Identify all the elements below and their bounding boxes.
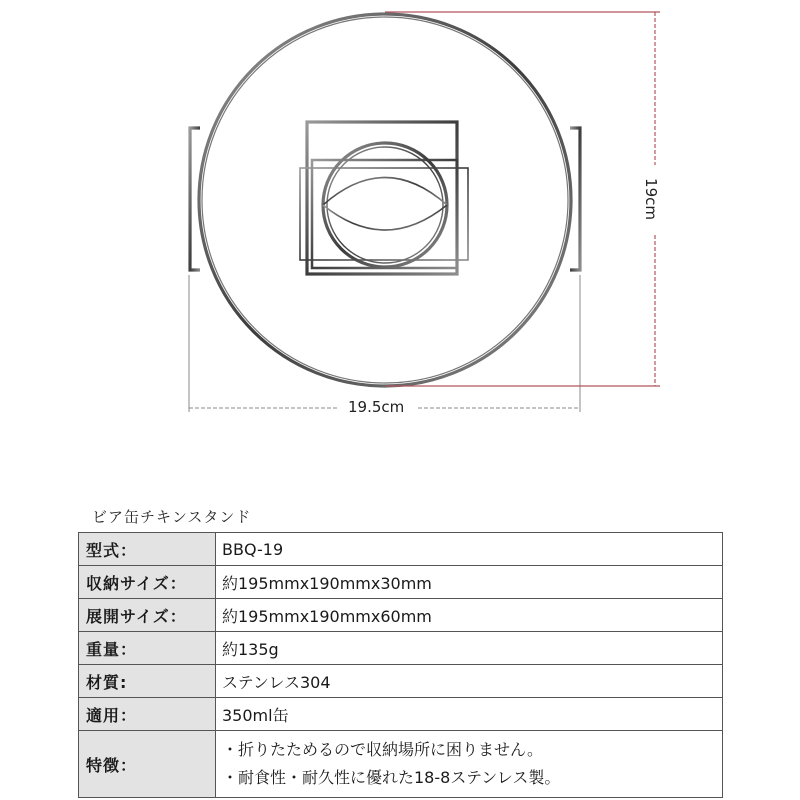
height-dimension — [385, 12, 660, 386]
spec-value-weight: 約135g — [216, 632, 723, 665]
product-name: ビア缶チキンスタンド — [92, 508, 252, 526]
feature-item: ・折りたためるので収納場所に困りません。 — [222, 740, 543, 759]
spec-value-features — [216, 731, 723, 798]
table-row — [79, 566, 723, 599]
width-dimension — [189, 275, 580, 412]
spec-key-weight: 重量： — [79, 632, 216, 665]
spec-key-material: 材質: — [79, 665, 216, 698]
center-frame — [307, 122, 457, 274]
spec-value-storage-size: 約195mmx190mmx30mm — [216, 566, 723, 599]
table-row — [79, 533, 723, 566]
wire-frame — [190, 14, 580, 386]
spec-key-application: 適用： — [79, 698, 216, 731]
spec-value-material: ステンレス304 — [216, 665, 723, 698]
spec-key-open-size: 展開サイズ： — [79, 599, 216, 632]
width-label: 19.5cm — [348, 398, 405, 416]
can-holder-ring — [323, 143, 447, 267]
spec-key-storage-size: 収納サイズ： — [79, 566, 216, 599]
spec-key-features: 特徴： — [79, 731, 216, 798]
spec-value-application: 350ml缶 — [216, 698, 723, 731]
outer-ring — [199, 14, 571, 386]
spec-value-open-size: 約195mmx190mmx60mm — [216, 599, 723, 632]
spec-value-model: BBQ-19 — [216, 533, 723, 566]
table-row — [79, 731, 723, 798]
table-row — [79, 665, 723, 698]
spec-key-model: 型式： — [79, 533, 216, 566]
height-label: 19cm — [641, 178, 660, 220]
spec-table — [78, 532, 723, 798]
feature-item: ・耐食性・耐久性に優れた18-8ステンレス製。 — [222, 768, 561, 787]
table-row — [79, 599, 723, 632]
table-row — [79, 698, 723, 731]
table-row — [79, 632, 723, 665]
